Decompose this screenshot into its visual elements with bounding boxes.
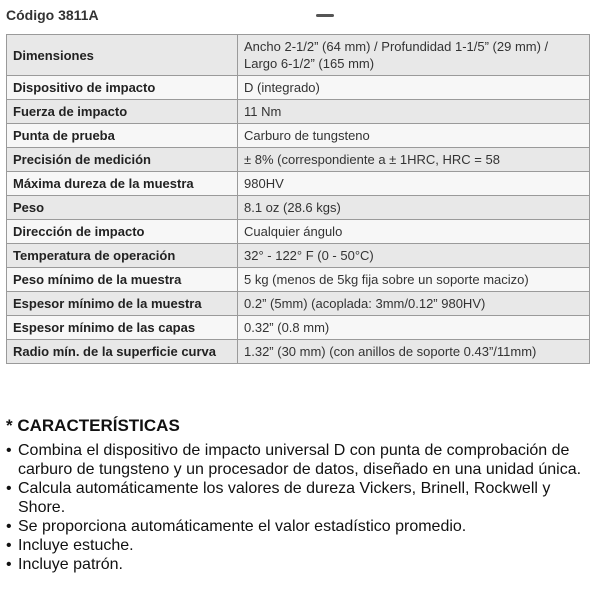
spec-label: Dispositivo de impacto [7, 76, 238, 100]
spec-value: Ancho 2-1/2” (64 mm) / Profundidad 1-1/5” (29 mm) / Largo 6-1/2” (165 mm) [238, 35, 590, 76]
specs-table [6, 34, 590, 364]
features-section [6, 415, 594, 574]
spec-label: Precisión de medición [7, 148, 238, 172]
spec-row-peso-minimo [7, 268, 590, 292]
spec-row-direccion [7, 220, 590, 244]
feature-text: Combina el dispositivo de impacto universal D con punta de comprobación de carburo de tungsteno y un procesador de datos, diseñado en una unidad única. [18, 442, 582, 478]
spec-label: Dimensiones [7, 35, 238, 76]
bullet-icon: • [6, 537, 12, 554]
product-code: Código 3811A [6, 7, 99, 23]
spec-value: Cualquier ángulo [238, 220, 590, 244]
feature-text: Calcula automáticamente los valores de dureza Vickers, Brinell, Rockwell y Shore. [18, 480, 551, 516]
feature-item [6, 536, 594, 555]
spec-value: 11 Nm [238, 100, 590, 124]
spec-row-espesor-capas [7, 316, 590, 340]
spec-label: Peso [7, 196, 238, 220]
spec-row-peso [7, 196, 590, 220]
spec-label: Máxima dureza de la muestra [7, 172, 238, 196]
spec-label: Radio mín. de la superficie curva [7, 340, 238, 364]
spec-value: ± 8% (correspondiente a ± 1HRC, HRC = 58 [238, 148, 590, 172]
spec-label: Temperatura de operación [7, 244, 238, 268]
features-title: * CARACTERÍSTICAS [6, 416, 180, 435]
spec-row-precision [7, 148, 590, 172]
spec-value: 0.2” (5mm) (acoplada: 3mm/0.12” 980HV) [238, 292, 590, 316]
spec-value: 980HV [238, 172, 590, 196]
feature-item [6, 555, 594, 574]
bullet-icon: • [6, 442, 12, 459]
spec-row-radio [7, 340, 590, 364]
spec-label: Fuerza de impacto [7, 100, 238, 124]
spec-row-espesor-muestra [7, 292, 590, 316]
spec-row-dimensiones [7, 35, 590, 76]
feature-item [6, 517, 594, 536]
feature-text: Incluye estuche. [18, 537, 134, 554]
top-mark [316, 14, 334, 17]
spec-value: 32° - 122° F (0 - 50°C) [238, 244, 590, 268]
features-list [6, 441, 594, 574]
bullet-icon: • [6, 556, 12, 573]
spec-row-dispositivo [7, 76, 590, 100]
spec-value: 1.32” (30 mm) (con anillos de soporte 0.43”/11mm) [238, 340, 590, 364]
spec-value: 8.1 oz (28.6 kgs) [238, 196, 590, 220]
feature-text: Se proporciona automáticamente el valor estadístico promedio. [18, 518, 467, 535]
spec-value: D (integrado) [238, 76, 590, 100]
spec-label: Dirección de impacto [7, 220, 238, 244]
feature-item [6, 479, 594, 517]
spec-value: Carburo de tungsteno [238, 124, 590, 148]
bullet-icon: • [6, 518, 12, 535]
header [6, 4, 594, 32]
spec-label: Espesor mínimo de las capas [7, 316, 238, 340]
spec-value: 5 kg (menos de 5kg fija sobre un soporte macizo) [238, 268, 590, 292]
spec-value: 0.32” (0.8 mm) [238, 316, 590, 340]
feature-text: Incluye patrón. [18, 556, 123, 573]
spec-row-fuerza [7, 100, 590, 124]
feature-item [6, 441, 594, 479]
spec-row-punta [7, 124, 590, 148]
spec-label: Espesor mínimo de la muestra [7, 292, 238, 316]
spec-label: Peso mínimo de la muestra [7, 268, 238, 292]
spec-row-dureza [7, 172, 590, 196]
spec-row-temperatura [7, 244, 590, 268]
spec-label: Punta de prueba [7, 124, 238, 148]
bullet-icon: • [6, 480, 12, 497]
